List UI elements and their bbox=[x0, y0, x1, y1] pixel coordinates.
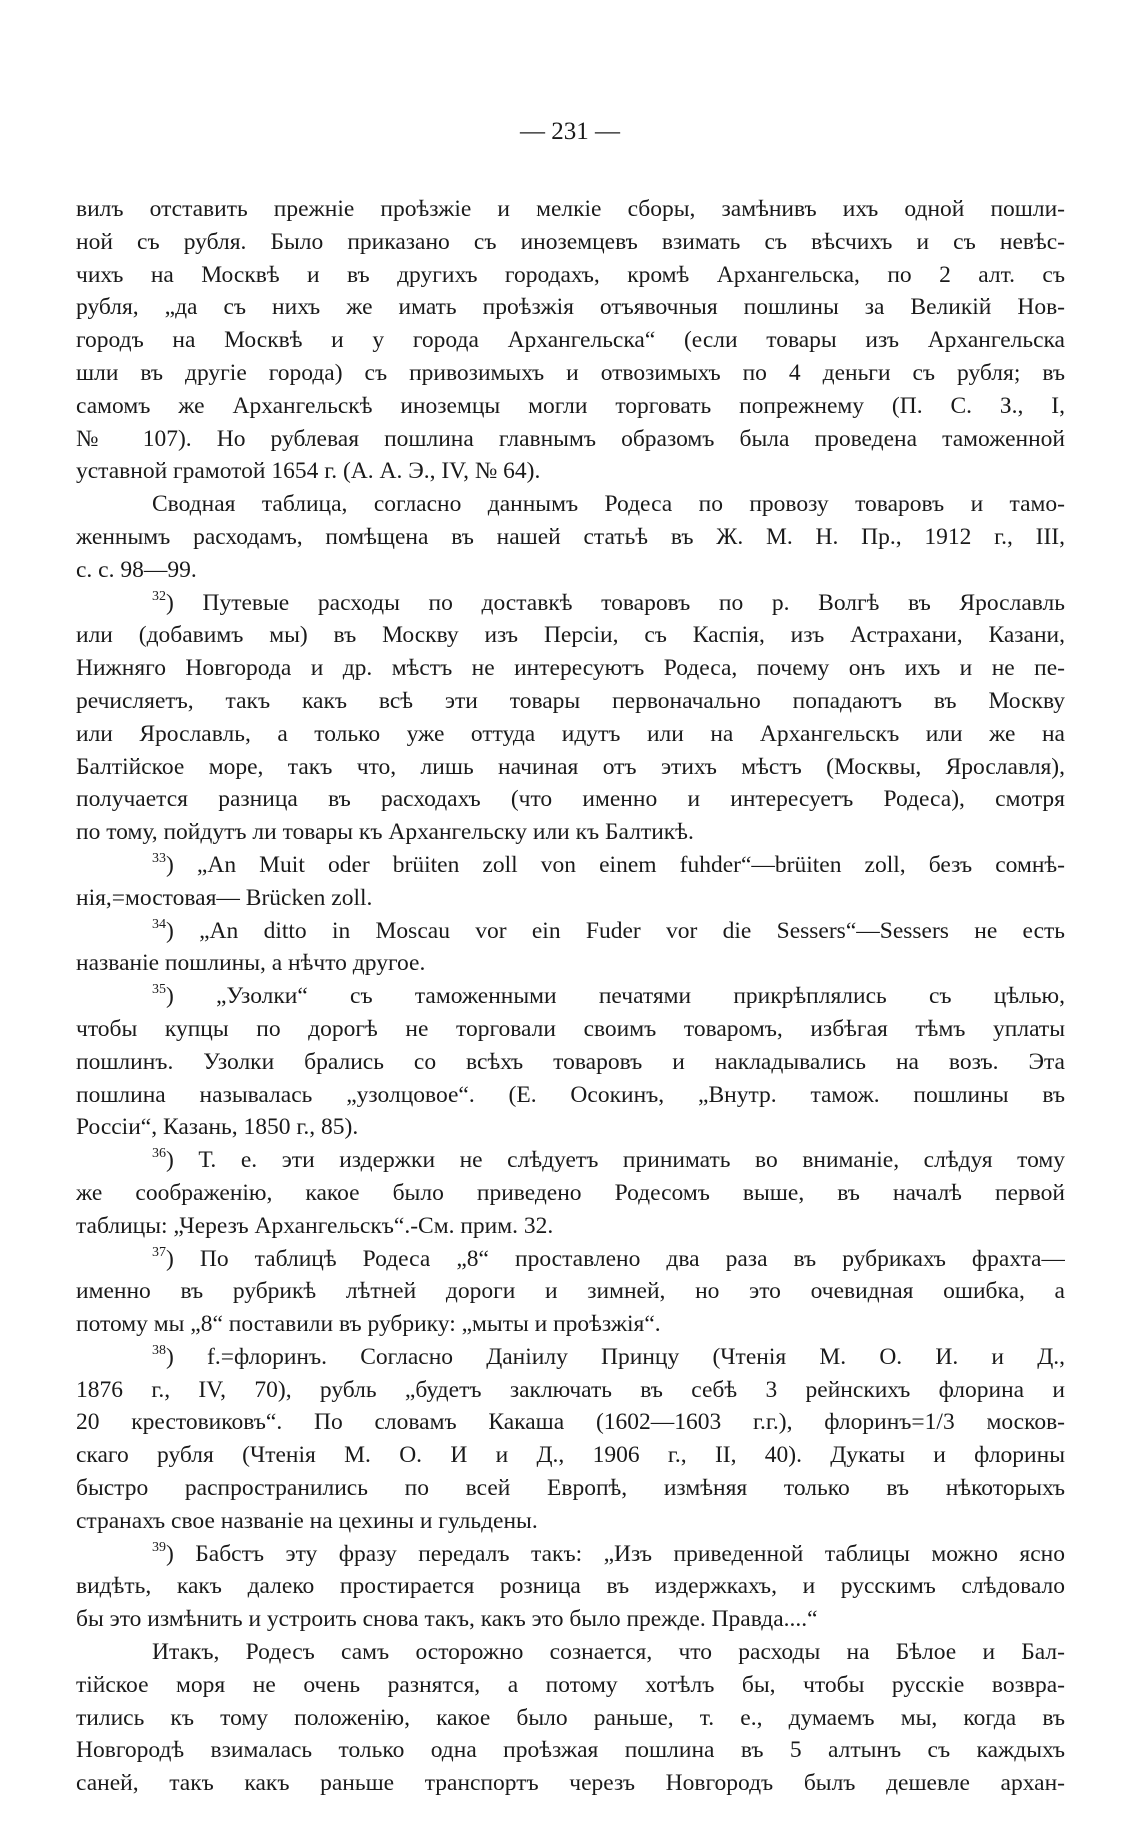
footnote-36 bbox=[76, 1144, 1065, 1242]
text-line bbox=[76, 193, 1065, 226]
line-text: женнымъ расходамъ, помѣщена въ нашей статьѣ въ Ж. М. Н. Пр., 1912 г., III, bbox=[76, 523, 1065, 550]
text-line bbox=[76, 1472, 1065, 1505]
line-text: Новгородѣ взималась только одна проѣзжая пошлина въ 5 алтынъ съ каждыхъ bbox=[76, 1737, 1065, 1764]
text-line bbox=[76, 783, 1065, 816]
text-line bbox=[76, 488, 1065, 521]
line-text: саней, такъ какъ раньше транспортъ черезъ Новгородъ былъ дешевле архан- bbox=[76, 1770, 1065, 1797]
paragraph bbox=[76, 488, 1065, 586]
text-line bbox=[76, 1111, 1065, 1144]
paragraph bbox=[76, 193, 1065, 488]
footnote-34 bbox=[76, 915, 1065, 981]
text-line bbox=[76, 751, 1065, 784]
text-line bbox=[76, 357, 1065, 390]
line-text: странахъ свое названіе на цехины и гульдены. bbox=[76, 1507, 538, 1534]
line-text: пошлинъ. Узолки брались со всѣхъ товаровъ и накладывались на возъ. Эта bbox=[76, 1048, 1065, 1075]
footnote-32 bbox=[76, 587, 1065, 849]
text-line bbox=[76, 882, 1065, 915]
body-text bbox=[76, 193, 1065, 1800]
paragraph bbox=[76, 1636, 1065, 1800]
text-line bbox=[76, 1734, 1065, 1767]
text-line bbox=[76, 455, 1065, 488]
footnote-number: 36 bbox=[152, 1146, 166, 1162]
footnote-35 bbox=[76, 980, 1065, 1144]
line-text: ) „Узолки“ съ таможенными печатями прикрѣплялись съ цѣлью, bbox=[166, 983, 1065, 1010]
text-line bbox=[76, 1669, 1065, 1702]
text-line bbox=[76, 1275, 1065, 1308]
footnote-number: 32 bbox=[152, 588, 166, 604]
text-line bbox=[76, 1439, 1065, 1472]
line-text: 20 крестовиковъ“. По словамъ Какаша (1602—1603 г.г.), флоринъ=1/3 москов- bbox=[76, 1409, 1065, 1436]
line-text: чихъ на Москвѣ и въ другихъ городахъ, кромѣ Архангельска, по 2 алт. съ bbox=[76, 261, 1065, 288]
line-text: по тому, пойдутъ ли товары къ Архангельску или къ Балтикѣ. bbox=[76, 819, 694, 846]
line-text: таблицы: „Черезъ Архангельскъ“.-См. прим. 32. bbox=[76, 1212, 554, 1239]
line-text: названіе пошлины, а нѣчто другое. bbox=[76, 950, 426, 977]
text-line bbox=[76, 324, 1065, 357]
line-text: Россіи“, Казань, 1850 г., 85). bbox=[76, 1114, 359, 1141]
line-text: ) „An ditto in Moscau vor ein Fuder vor die Sessers“—Sessers не есть bbox=[166, 917, 1065, 944]
footnote-38 bbox=[76, 1341, 1065, 1538]
text-line bbox=[76, 1538, 1065, 1571]
text-line bbox=[76, 718, 1065, 751]
page-number: — 231 — bbox=[520, 118, 620, 145]
text-line bbox=[76, 947, 1065, 980]
text-line bbox=[76, 1243, 1065, 1276]
line-text: или (добавимъ мы) въ Москву изъ Персіи, съ Каспія, изъ Астрахани, Казани, bbox=[76, 622, 1065, 649]
text-line bbox=[76, 1374, 1065, 1407]
line-text: ) По таблицѣ Родеса „8“ проставлено два раза въ рубрикахъ фрахта— bbox=[166, 1245, 1065, 1272]
text-line bbox=[76, 554, 1065, 587]
text-line bbox=[76, 619, 1065, 652]
text-line bbox=[76, 816, 1065, 849]
footnote-37 bbox=[76, 1243, 1065, 1341]
text-line bbox=[76, 1210, 1065, 1243]
line-text: рубля, „да съ нихъ же имать проѣзжія отъявочныя пошлины за Великій Нов- bbox=[76, 294, 1065, 321]
text-line bbox=[76, 849, 1065, 882]
text-line bbox=[76, 1013, 1065, 1046]
line-text: нія,=мостовая— Brücken zoll. bbox=[76, 884, 373, 911]
line-text: Нижняго Новгорода и др. мѣстъ не интересуютъ Родеса, почему онъ ихъ и не пе- bbox=[76, 655, 1065, 682]
line-text: уставной грамотой 1654 г. (А. А. Э., IV, № 64). bbox=[76, 458, 541, 485]
text-line bbox=[76, 1341, 1065, 1374]
line-text: Сводная таблица, согласно даннымъ Родеса по провозу товаровъ и тамо- bbox=[152, 491, 1065, 518]
text-line bbox=[76, 1570, 1065, 1603]
line-text: быстро распространились по всей Европѣ, измѣняя только въ нѣкоторыхъ bbox=[76, 1475, 1065, 1502]
line-text: Итакъ, Родесъ самъ осторожно сознается, что расходы на Бѣлое и Бал- bbox=[152, 1639, 1065, 1666]
footnote-number: 39 bbox=[152, 1539, 166, 1555]
line-text: именно въ рубрикѣ лѣтней дороги и зимней, но это очевидная ошибка, а bbox=[76, 1278, 1065, 1305]
text-line bbox=[76, 1505, 1065, 1538]
line-text: потому мы „8“ поставили въ рубрику: „мыты и проѣзжія“. bbox=[76, 1311, 661, 1338]
line-text: шли въ другіе города) съ привозимыхъ и отвозимыхъ по 4 деньги съ рубля; въ bbox=[76, 359, 1065, 386]
text-line bbox=[76, 259, 1065, 292]
text-line bbox=[76, 1046, 1065, 1079]
text-line bbox=[76, 587, 1065, 620]
line-text: ной съ рубля. Было приказано съ иноземцевъ взимать съ вѣсчихъ и съ невѣс- bbox=[76, 228, 1065, 255]
text-line bbox=[76, 291, 1065, 324]
line-text: вилъ отставить прежніе проѣзжіе и мелкіе сборы, замѣнивъ ихъ одной пошли- bbox=[76, 196, 1065, 222]
text-line bbox=[76, 980, 1065, 1013]
text-line bbox=[76, 652, 1065, 685]
text-line bbox=[76, 1406, 1065, 1439]
line-text: получается разница въ расходахъ (что именно и интересуетъ Родеса), смотря bbox=[76, 786, 1065, 813]
line-text: ) f.=флоринъ. Согласно Даніилу Принцу (Чтенія М. О. И. и Д., bbox=[166, 1343, 1065, 1370]
text-line bbox=[76, 521, 1065, 554]
text-line bbox=[76, 226, 1065, 259]
line-text: ) Бабстъ эту фразу передалъ такъ: „Изъ приведенной таблицы можно ясно bbox=[166, 1540, 1065, 1567]
text-line bbox=[76, 915, 1065, 948]
footnote-number: 35 bbox=[152, 982, 166, 998]
text-line bbox=[76, 1177, 1065, 1210]
footnote-number: 38 bbox=[152, 1342, 166, 1358]
line-text: пошлина называлась „узолцовое“. (Е. Осокинъ, „Внутр. тамож. пошлины въ bbox=[76, 1081, 1065, 1108]
line-text: Балтійское море, такъ что, лишь начиная отъ этихъ мѣстъ (Москвы, Ярославля), bbox=[76, 753, 1065, 780]
line-text: тійское моря не очень разнятся, а потому хотѣлъ бы, чтобы русскіе возвра- bbox=[76, 1671, 1065, 1698]
line-text: или Ярославль, а только уже оттуда идутъ или на Архангельскъ или же на bbox=[76, 720, 1065, 747]
line-text: 1876 г., IV, 70), рубль „будетъ заключать въ себѣ 3 рейнскихъ флорина и bbox=[76, 1376, 1065, 1403]
text-line bbox=[76, 1603, 1065, 1636]
text-line bbox=[76, 423, 1065, 456]
line-text: с. с. 98—99. bbox=[76, 556, 197, 583]
footnote-39 bbox=[76, 1538, 1065, 1636]
line-text: № 107). Но рублевая пошлина главнымъ образомъ была проведена таможенной bbox=[76, 425, 1065, 452]
footnote-number: 34 bbox=[152, 916, 166, 932]
footnote-number: 33 bbox=[152, 850, 166, 866]
line-text: самомъ же Архангельскѣ иноземцы могли торговать попрежнему (П. С. З., I, bbox=[76, 392, 1065, 419]
line-text: бы это измѣнить и устроить снова такъ, какъ это было прежде. Правда....“ bbox=[76, 1606, 818, 1633]
line-text: речисляетъ, такъ какъ всѣ эти товары первоначально попадаютъ въ Москву bbox=[76, 687, 1065, 714]
line-text: же соображенію, какое было приведено Родесомъ выше, въ началѣ первой bbox=[76, 1179, 1065, 1206]
text-line bbox=[76, 390, 1065, 423]
line-text: ) „An Muit oder brüiten zoll von einem fuhder“—brüiten zoll, безъ сомнѣ- bbox=[166, 851, 1065, 878]
line-text: видѣть, какъ далеко простирается розница въ издержкахъ, и русскимъ слѣдовало bbox=[76, 1573, 1065, 1600]
text-line bbox=[76, 685, 1065, 718]
line-text: тились къ тому положенію, какое было раньше, т. е., думаемъ мы, когда въ bbox=[76, 1704, 1065, 1731]
line-text: чтобы купцы по дорогѣ не торговали своимъ товаромъ, избѣгая тѣмъ уплаты bbox=[76, 1015, 1065, 1042]
text-line bbox=[76, 1308, 1065, 1341]
text-line bbox=[76, 1079, 1065, 1112]
text-line bbox=[76, 1636, 1065, 1669]
line-text: ) Путевые расходы по доставкѣ товаровъ по р. Волгѣ въ Ярославль bbox=[166, 589, 1065, 616]
text-line bbox=[76, 1144, 1065, 1177]
line-text: городъ на Москвѣ и у города Архангельска“ (если товары изъ Архангельска bbox=[76, 327, 1065, 354]
line-text: скаго рубля (Чтенія М. О. И и Д., 1906 г., II, 40). Дукаты и флорины bbox=[76, 1442, 1065, 1469]
text-line bbox=[76, 1767, 1065, 1800]
line-text: ) Т. е. эти издержки не слѣдуетъ принимать во вниманіе, слѣдуя тому bbox=[166, 1147, 1065, 1174]
footnote-number: 37 bbox=[152, 1244, 166, 1260]
footnote-33 bbox=[76, 849, 1065, 915]
text-line bbox=[76, 1702, 1065, 1735]
